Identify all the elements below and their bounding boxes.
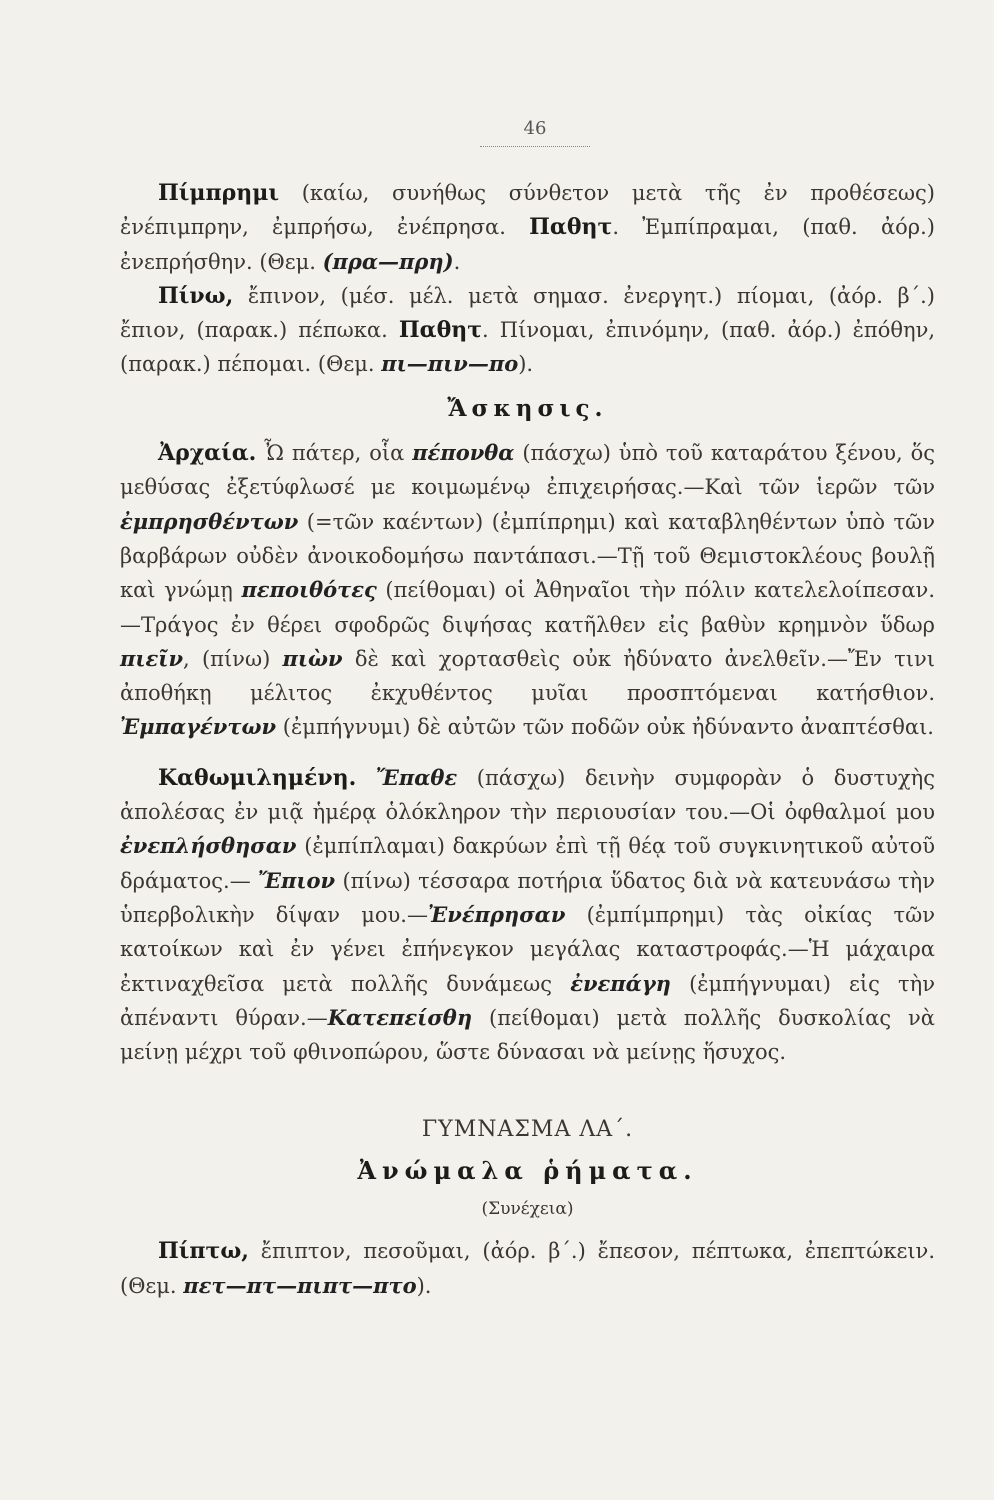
text: (πείθομαι) μετὰ πολλῆς δυσκολίας νὰ μείνῃ μέχρι τοῦ φθινοπώρου, ὥστε δύνασαι νὰ μείνῃς ἥσυχος. bbox=[120, 1005, 935, 1065]
entry-text: ἔπινον, (μέσ. μέλ. μετὰ σημασ. ἐνεργητ.) πίομαι, (ἀόρ. β΄.) ἔπιον, (παρακ.) πέπωκα. bbox=[120, 283, 935, 343]
verb-form: Ἐνέπρησαν bbox=[427, 901, 566, 927]
verb-form: πιὼν bbox=[282, 645, 343, 671]
entry-text: ). bbox=[518, 352, 534, 377]
text: (πείθομαι) οἱ Ἀθηναῖοι τὴν πόλιν κατελελοίπεσαν.—Τράγος ἐν θέρει σφοδρῶς διψήσας κατῆλθεν εἰς βαθὺν κρημνὸν ὕδωρ bbox=[120, 578, 935, 637]
entry-text: ἔπιπτον, πεσοῦμαι, (ἀόρ. β΄.) ἔπεσον, πέπτωκα, ἐπεπτώκειν. (Θεμ. bbox=[120, 1239, 935, 1298]
section-title: ΓΥΜΝΑΣΜΑ ΛΑ΄. bbox=[421, 1117, 634, 1143]
entry-text: . Ἐμπίπραμαι, (παθ. ἀόρ.) ἐνεπρήσθην. (Θεμ. bbox=[120, 215, 935, 274]
page-body bbox=[120, 176, 935, 1303]
verb-form: ἐμπρησθέντων bbox=[120, 508, 299, 534]
stem: (πρα—πρη) bbox=[322, 248, 454, 274]
entry-text: . Πίνομαι, ἐπινόμην, (παθ. ἀόρ.) ἐπόθην, (παρακ.) πέπομαι. (Θεμ. bbox=[120, 318, 936, 377]
verb-form: Ἔπιον bbox=[258, 867, 336, 893]
section-subtitle: (Συνέχεια) bbox=[481, 1199, 574, 1220]
verb-form: πιεῖν bbox=[120, 645, 184, 671]
stem: πι—πιν—πο bbox=[381, 351, 519, 377]
entry-text: ). bbox=[416, 1273, 432, 1298]
text: (πάσχω) δεινὴν συμφορὰν ὁ δυστυχὴς ἀπολέσας ἐν μιᾷ ἡμέρᾳ ὁλόκληρον τὴν περιουσίαν του.—Οἱ ὀφθαλμοί μου bbox=[120, 765, 935, 825]
section-label: Καθωμιλημένη. bbox=[158, 764, 357, 791]
text: , (πίνω) bbox=[183, 646, 283, 671]
page-number-rule bbox=[480, 146, 590, 147]
entry-pipto bbox=[120, 1234, 935, 1303]
text: Ὦ πάτερ, οἷα bbox=[256, 441, 413, 466]
page-number: 46 bbox=[523, 118, 547, 139]
text: (πάσχω) ὑπὸ τοῦ καταράτου ξένου, ὅς μεθύσας ἐξετύφλωσέ με κοιμωμένῳ ἐπιχειρήσας.—Καὶ τῶν ἱερῶν τῶν bbox=[120, 441, 935, 500]
passive-label: Παθητ bbox=[398, 317, 483, 344]
lemma: Πίμπρημι bbox=[158, 180, 279, 206]
passive-label: Παθητ bbox=[529, 214, 613, 241]
kathomilimeni-paragraph bbox=[120, 761, 935, 1070]
verb-form: ἐνεπλήσθησαν bbox=[120, 833, 297, 859]
entry-text: . bbox=[453, 249, 461, 274]
text: (=τῶν καέντων) (ἐμπίπρημι) καὶ καταβληθέντων ὑπὸ τῶν βαρβάρων οὐδὲν ἀνοικοδομήσω παντάπασι.—Τῇ τοῦ Θεμιστοκλέους βουλῇ καὶ γνώμῃ bbox=[120, 509, 935, 603]
verb-form: Ἔπαθε bbox=[375, 764, 458, 790]
verb-form: Κατεπείσθη bbox=[327, 1004, 473, 1030]
text: (ἐμπήγνυμαι) εἰς τὴν ἀπέναντι θύραν.— bbox=[120, 971, 935, 1030]
section-label: Ἀρχαία. bbox=[158, 440, 257, 467]
entry-text: (καίω, συνήθως σύνθετον μετὰ τῆς ἐν προθέσεως) ἐνέπιμπρην, ἐμπρήσω, ἐνέπρησα. bbox=[120, 181, 935, 240]
exercise-heading: Ἄσκησις. bbox=[447, 394, 608, 422]
text: (πίνω) τέσσαρα ποτήρια ὕδατος διὰ νὰ κατευνάσω τὴν ὑπερβολικὴν δίψαν μου.— bbox=[120, 868, 935, 927]
entry-pino bbox=[120, 279, 935, 382]
lemma: Πίπτω, bbox=[158, 1238, 249, 1265]
verb-form: πεποιθότες bbox=[241, 577, 377, 603]
text: (ἐμπίμπρημι) τὰς οἰκίας τῶν κατοίκων καὶ ἐν γένει ἐπήνεγκον μεγάλας καταστροφάς.—Ἡ μάχαιρα ἐκτιναχθεῖσα μετὰ πολλῆς δυνάμεως bbox=[120, 902, 935, 996]
section-heading: Ἀνώμαλα ῥήματα. bbox=[357, 1155, 698, 1185]
archaia-paragraph bbox=[120, 436, 935, 745]
entry-pimprimi bbox=[120, 176, 935, 279]
text bbox=[356, 766, 376, 790]
verb-form: ἐνεπάγη bbox=[570, 970, 671, 996]
lemma: Πίνω, bbox=[158, 282, 234, 309]
stem: πετ—πτ—πιπτ—πτο bbox=[183, 1272, 417, 1298]
spacer bbox=[120, 745, 935, 761]
verb-form: Ἐμπαγέντων bbox=[120, 714, 277, 740]
text: (ἐμπήγνυμι) δὲ αὐτῶν τῶν ποδῶν οὐκ ἠδύναντο ἀναπτέσθαι. bbox=[276, 715, 934, 740]
verb-form: πέπονθα bbox=[412, 440, 515, 466]
text: (ἐμπίπλαμαι) δακρύων ἐπὶ τῇ θέᾳ τοῦ συγκινητικοῦ αὐτοῦ δράματος.— bbox=[120, 834, 935, 893]
text: δὲ καὶ χορτασθεὶς οὐκ ἠδύνατο ἀνελθεῖν.—Ἔν τινι ἀποθήκῃ μέλιτος ἐκχυθέντος μυῖαι προσπτόμεναι κατήσθιον. bbox=[120, 646, 936, 706]
spacer bbox=[120, 1069, 935, 1099]
